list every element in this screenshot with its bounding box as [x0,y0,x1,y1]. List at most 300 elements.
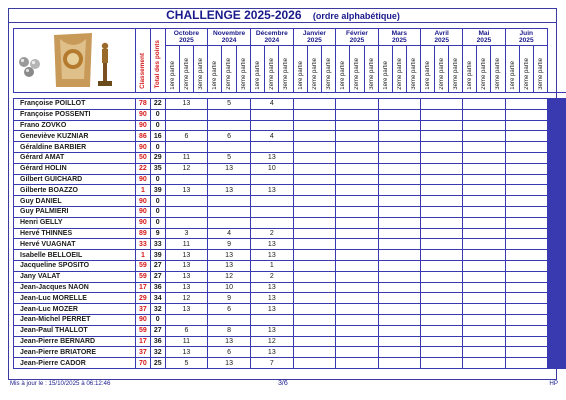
score-cell [378,109,420,120]
score-cell: 13 [165,347,208,358]
classement-label: Classement [138,53,146,89]
table-row [14,304,566,315]
score-cell [336,174,378,185]
score-cell [378,152,420,163]
score-cell [421,109,463,120]
score-cell: 5 [208,152,251,163]
score-cell [293,185,336,196]
score-cell [565,142,566,153]
score-cell [505,314,547,325]
table-row [14,293,566,304]
score-cell [378,271,420,282]
score-cell [336,228,378,239]
score-cell: 5 [208,99,251,110]
month-header [208,29,251,93]
player-total: 34 [150,293,165,304]
score-cell [505,120,547,131]
player-name: Hervé VUAGNAT [14,239,136,250]
total-label: Total des points [153,40,161,89]
score-cell [463,228,505,239]
parts-group [294,46,336,92]
score-cell [165,314,208,325]
score-cell [463,152,505,163]
score-cell [250,142,293,153]
part-label: 2ème partie [523,58,530,90]
score-cell [463,185,505,196]
score-cell [165,109,208,120]
score-cell [505,271,547,282]
score-cell [208,142,251,153]
player-rank: 90 [135,314,150,325]
score-cell [293,282,336,293]
player-name: Gérard HOLIN [14,163,136,174]
player-rank: 90 [135,109,150,120]
player-name: Isabelle BELLOEIL [14,250,136,261]
score-cell [505,239,547,250]
score-cell [336,142,378,153]
part-label: 2ème partie [226,58,233,90]
part-header [336,46,349,92]
part-header [294,46,307,92]
score-cell [565,325,566,336]
part-header [166,46,179,92]
player-rank: 17 [135,282,150,293]
part-label: 2ème partie [396,58,403,90]
part-label: 1ère partie [169,61,176,90]
score-cell [421,142,463,153]
score-cell: 13 [165,99,208,110]
score-cell [565,206,566,217]
score-cell [421,99,463,110]
score-cell [505,336,547,347]
score-cell [421,163,463,174]
score-cell [336,185,378,196]
month-name: Décembre [255,30,288,37]
score-cell [378,304,420,315]
score-cell: 6 [165,131,208,142]
score-cell [293,228,336,239]
score-cell [565,163,566,174]
score-cell [336,282,378,293]
score-cell [293,271,336,282]
part-label: 3ème partie [283,58,290,90]
month-year: 2024 [264,37,280,44]
page-number: 3/6 [278,380,288,387]
score-cell [336,304,378,315]
score-cell: 10 [250,163,293,174]
score-cell [565,120,566,131]
score-cell: 13 [208,336,251,347]
player-total: 0 [150,217,165,228]
part-header [392,46,406,92]
player-rank: 22 [135,163,150,174]
table-row [14,358,566,369]
score-cell [165,196,208,207]
part-label: 3ème partie [453,58,460,90]
month-year: 2025 [476,37,492,44]
player-rank: 89 [135,228,150,239]
score-cell [165,174,208,185]
player-name: Gilbert GUICHARD [14,174,136,185]
score-cell [208,196,251,207]
score-cell [293,239,336,250]
score-cell: 13 [208,260,251,271]
score-cell [378,99,420,110]
score-cell: 13 [165,271,208,282]
score-cell [463,304,505,315]
part-header [476,46,490,92]
player-name: Henri GELLY [14,217,136,228]
score-cell [165,217,208,228]
title-divider [8,22,557,23]
part-header [349,46,363,92]
score-cell [293,174,336,185]
player-rank: 90 [135,196,150,207]
score-cell: 3 [165,228,208,239]
score-cell [463,260,505,271]
part-label: 1ère partie [340,61,347,90]
table-row [14,217,566,228]
table-row [14,228,566,239]
score-cell [463,142,505,153]
score-cell [250,314,293,325]
score-cell: 7 [250,358,293,369]
score-cell [250,196,293,207]
part-header [421,46,434,92]
score-cell [565,304,566,315]
title-subtitle: (ordre alphabétique) [312,11,400,21]
score-cell [565,228,566,239]
part-label: 1ère partie [297,61,304,90]
part-header [506,46,519,92]
player-total: 22 [150,99,165,110]
score-cell [463,109,505,120]
score-cell [463,120,505,131]
score-cell [421,206,463,217]
score-cell [421,131,463,142]
parts-group [336,46,377,92]
score-cell [165,120,208,131]
score-cell [378,293,420,304]
score-cell: 2 [250,228,293,239]
header-row [14,29,566,93]
month-year: 2025 [392,37,407,44]
month-name: Novembre [212,30,246,37]
score-cell: 13 [208,185,251,196]
score-cell: 5 [165,358,208,369]
score-cell [293,196,336,207]
player-rank: 17 [135,336,150,347]
score-cell [378,325,420,336]
player-total: 25 [150,358,165,369]
score-cell [293,293,336,304]
part-header [434,46,448,92]
classement-header [135,29,150,93]
player-name: Françoise POSSENTI [14,109,136,120]
player-name: Jacqueline SPOSITO [14,260,136,271]
score-cell [463,196,505,207]
score-cell [505,142,547,153]
table-row [14,196,566,207]
player-rank: 59 [135,325,150,336]
score-cell: 13 [250,152,293,163]
score-cell [505,260,547,271]
score-cell [378,217,420,228]
score-cell [421,239,463,250]
page-title [0,8,566,22]
score-cell: 13 [165,250,208,261]
parts-group [251,46,293,92]
player-name: Guy DANIEL [14,196,136,207]
month-year: 2025 [434,37,449,44]
player-rank: 59 [135,260,150,271]
score-cell [208,174,251,185]
player-total: 39 [150,185,165,196]
month-year: 2025 [179,37,194,44]
score-cell [463,271,505,282]
part-header [463,46,476,92]
table-row [14,336,566,347]
parts-group [506,46,547,92]
score-cell [463,217,505,228]
score-cell [293,250,336,261]
score-cell [565,131,566,142]
part-label: 1ère partie [467,61,474,90]
score-cell: 11 [165,239,208,250]
score-cell [293,336,336,347]
player-rank: 33 [135,239,150,250]
player-rank: 90 [135,217,150,228]
footer-initials: HP [549,380,558,387]
table-row [14,131,566,142]
score-cell [250,109,293,120]
part-label: 3ème partie [368,58,375,90]
table-row [14,260,566,271]
score-cell [565,314,566,325]
table-row [14,120,566,131]
score-cell: 13 [208,250,251,261]
score-cell [565,358,566,369]
table-row [14,239,566,250]
player-rank: 29 [135,293,150,304]
month-year: 2025 [349,37,365,44]
player-name: Jean-Michel PERRET [14,314,136,325]
score-cell [421,185,463,196]
score-cell [505,250,547,261]
score-cell: 6 [208,347,251,358]
player-rank: 59 [135,271,150,282]
month-name: Mai [478,30,490,37]
player-name: Geneviève KUZNIAR [14,131,136,142]
score-cell [336,109,378,120]
player-total: 0 [150,196,165,207]
score-cell: 1 [250,260,293,271]
score-cell [165,142,208,153]
parts-group [421,46,462,92]
logo-cell [14,29,136,93]
score-cell: 12 [165,293,208,304]
month-header [505,29,547,93]
score-cell [336,314,378,325]
table-row [14,142,566,153]
part-label: 2ème partie [183,58,190,90]
trophy-logo-icon [14,29,130,92]
score-cell [378,142,420,153]
parts-group [463,46,504,92]
month-header [336,29,378,93]
part-label: 3ème partie [410,58,417,90]
player-rank: 78 [135,99,150,110]
score-cell [378,228,420,239]
score-cell [463,336,505,347]
player-rank: 1 [135,250,150,261]
score-cell [378,185,420,196]
part-header [179,46,193,92]
score-cell [208,206,251,217]
score-cell: 13 [250,282,293,293]
score-cell [565,239,566,250]
player-total: 29 [150,152,165,163]
part-header [533,46,547,92]
score-cell: 12 [165,163,208,174]
score-cell: 8 [208,325,251,336]
part-header [490,46,504,92]
player-total: 9 [150,228,165,239]
part-label: 1ère partie [382,61,389,90]
score-cell [421,336,463,347]
score-cell [463,358,505,369]
score-cell [378,131,420,142]
score-cell [378,260,420,271]
score-cell [336,120,378,131]
score-cell [336,347,378,358]
player-rank: 70 [135,358,150,369]
score-cell [421,358,463,369]
player-total: 27 [150,325,165,336]
score-cell [505,217,547,228]
score-cell [378,120,420,131]
player-total: 0 [150,120,165,131]
score-cell [565,293,566,304]
score-cell [421,196,463,207]
part-label: 2ème partie [439,58,446,90]
score-cell [421,347,463,358]
score-cell: 13 [250,185,293,196]
score-cell [378,347,420,358]
score-cell [293,99,336,110]
player-total: 39 [150,250,165,261]
score-cell: 6 [208,131,251,142]
score-cell [208,109,251,120]
month-header [463,29,505,93]
table-row [14,282,566,293]
score-cell: 9 [208,293,251,304]
month-year: 2024 [221,37,237,44]
score-cell: 10 [208,282,251,293]
table-row [14,250,566,261]
player-name: Jany VALAT [14,271,136,282]
player-total: 0 [150,109,165,120]
part-label: 2ème partie [481,58,488,90]
player-total: 0 [150,206,165,217]
score-cell: 12 [250,336,293,347]
month-header [378,29,420,93]
score-cell [250,206,293,217]
score-cell: 13 [165,185,208,196]
player-rank: 1 [135,185,150,196]
title-text: CHALLENGE 2025-2026 [166,8,302,22]
score-cell: 2 [250,271,293,282]
score-cell [421,228,463,239]
score-cell [505,131,547,142]
score-cell [293,152,336,163]
parts-group [166,46,208,92]
player-rank: 37 [135,304,150,315]
score-cell [463,131,505,142]
score-cell [293,325,336,336]
part-header [208,46,221,92]
part-header [379,46,392,92]
month-year: 2025 [307,37,322,44]
total-header [150,29,165,93]
player-total: 0 [150,142,165,153]
player-name: Guy PALMIERI [14,206,136,217]
score-cell [336,293,378,304]
score-cell [208,120,251,131]
part-label: 3ème partie [198,58,205,90]
score-cell [463,347,505,358]
score-cell [378,336,420,347]
score-cell [505,174,547,185]
score-cell [336,152,378,163]
part-label: 2ème partie [311,58,318,90]
part-header [307,46,321,92]
score-cell [378,239,420,250]
score-cell [421,217,463,228]
score-cell: 13 [250,239,293,250]
player-name: Jean-Paul THALLOT [14,325,136,336]
score-cell [463,239,505,250]
score-cell: 12 [208,271,251,282]
score-cell [378,163,420,174]
player-name: Hervé THINNES [14,228,136,239]
score-cell [293,314,336,325]
score-cell [565,271,566,282]
score-cell [463,282,505,293]
score-cell: 6 [208,304,251,315]
score-cell [505,347,547,358]
score-cell: 13 [165,260,208,271]
score-cell [421,120,463,131]
score-cell [463,99,505,110]
score-cell: 13 [165,282,208,293]
score-cell [378,206,420,217]
part-header [251,46,264,92]
challenge-table [13,28,566,369]
score-cell [293,217,336,228]
part-header [193,46,207,92]
score-cell [463,206,505,217]
table-row [14,174,566,185]
score-cell: 13 [250,325,293,336]
score-cell [421,271,463,282]
player-total: 0 [150,314,165,325]
score-cell [293,163,336,174]
score-cell [165,206,208,217]
score-cell: 13 [208,163,251,174]
score-cell [336,206,378,217]
player-total: 27 [150,260,165,271]
